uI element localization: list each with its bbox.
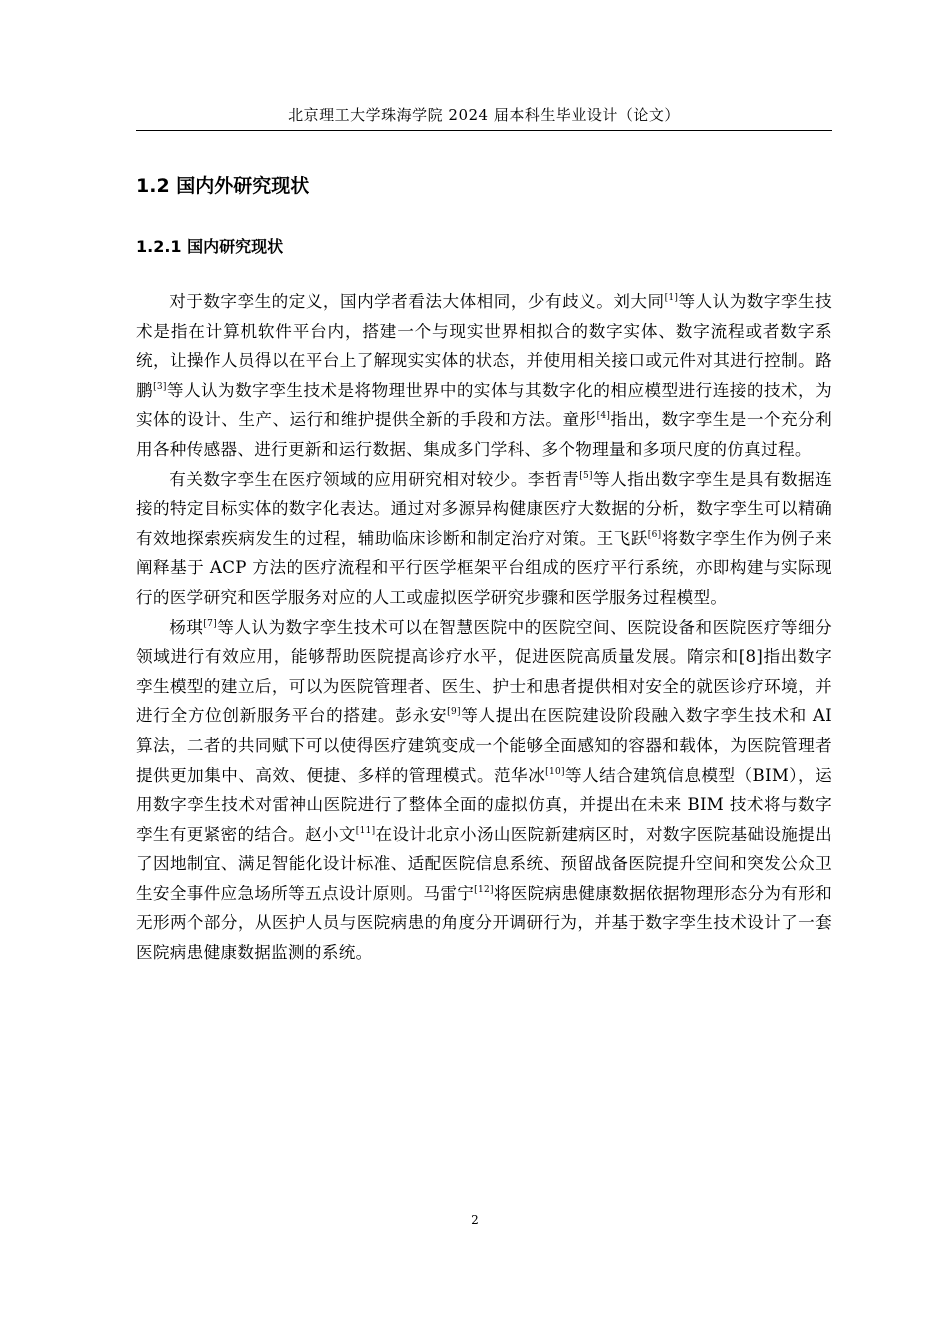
paragraph-definition bbox=[136, 287, 832, 465]
paragraph-text: 等人认为数字孪生技术是将物理世界中的实体与其数字化的相应模型进行连接的技术，为实体的设计、生产、运行和维护提供全新的手段和方法。童彤 bbox=[136, 380, 832, 430]
paragraph-text: 等人认为数字孪生技术可以在智慧医院中的医院空间、医院设备和医院医疗等细分领域进行有效应用，能够帮助医院提高诊疗水平，促进医院高质量发展。隋宗和[8]指出数字孪生模型的建立后，可以为医院管理者、医生、护士和患者提供相对安全的就医诊疗环境，并进行全方位创新服务平台的搭建。彭永安 bbox=[136, 617, 832, 726]
citation-ref: [1] bbox=[664, 293, 679, 303]
paragraph-text: 有关数字孪生在医疗领域的应用研究相对较少。李哲青 bbox=[169, 469, 580, 489]
paragraph-text: 等人提出在医院建设阶段融入数字孪生技术和 AI 算法，二者的共同赋下可以使得医疗建筑变成一个能够全面感知的容器和载体，为医院管理者提供更加集中、高效、便捷、多样的管理模式。范华冰 bbox=[136, 706, 832, 785]
citation-ref: [5] bbox=[579, 470, 593, 481]
page-number: 2 bbox=[471, 1213, 479, 1227]
paragraph-smart-hospital bbox=[136, 613, 832, 968]
paragraph-text: 对于数字孪生的定义，国内学者看法大体相同，少有歧义。刘大同 bbox=[169, 292, 665, 311]
subsection-title: 1.2.1 国内研究现状 bbox=[136, 237, 284, 256]
paragraph-medical-application bbox=[136, 465, 832, 613]
paragraph-text: 将数字孪生作为例子来阐释基于 ACP 方法的医疗流程和平行医学框架平台组成的医疗平行系统，亦即构建与实际现行的医学研究和医学服务对应的人工或虚拟医学研究步骤和医学服务过程模型。 bbox=[136, 528, 833, 607]
citation-ref: [7] bbox=[203, 618, 218, 629]
citation-ref: [9] bbox=[447, 707, 461, 718]
running-header: 北京理工大学珠海学院 2024 届本科生毕业设计（论文） bbox=[136, 100, 832, 131]
paragraph-text: 杨琪 bbox=[169, 617, 204, 637]
paragraph-text: 将医院病患健康数据依据物理形态分为有形和无形两个部分，从医护人员与医院病患的角度分开调研行为，并基于数字孪生技术设计了一套医院病患健康数据监测的系统。 bbox=[136, 883, 832, 963]
citation-ref: [6] bbox=[647, 529, 662, 540]
paragraph-text: 在设计北京小汤山医院新建病区时，对数字医院基础设施提出了因地制宜、满足智能化设计标准、适配医院信息系统、预留战备医院提升空间和突发公众卫生安全事件应急场所等五点设计原则。马雷宁 bbox=[136, 824, 832, 903]
citation-ref: [12] bbox=[474, 884, 494, 895]
paragraph-text: 等人认为数字孪生技术是指在计算机软件平台内，搭建一个与现实世界相拟合的数字实体、数字流程或者数字系统，让操作人员得以在平台上了解现实实体的状态，并使用相关接口或元件对其进行控制。路鹏 bbox=[136, 292, 832, 400]
section-title: 1.2 国内外研究现状 bbox=[136, 175, 310, 197]
citation-ref: [11] bbox=[355, 825, 376, 836]
citation-ref: [3] bbox=[153, 381, 167, 392]
citation-ref: [4] bbox=[596, 411, 611, 422]
paragraph-text: 等人结合建筑信息模型（BIM），运用数字孪生技术对雷神山医院进行了整体全面的虚拟仿真，并提出在未来 BIM 技术将与数字孪生有更紧密的结合。赵小文 bbox=[136, 765, 832, 844]
citation-ref: [10] bbox=[545, 766, 565, 777]
body-text bbox=[136, 287, 832, 968]
paragraph-text: 指出，数字孪生是一个充分利用各种传感器、进行更新和运行数据、集成多门学科、多个物理量和多项尺度的仿真过程。 bbox=[136, 410, 832, 459]
paragraph-text: 等人指出数字孪生是具有数据连接的特定目标实体的数字化表达。通过对多源异构健康医疗大数据的分析，数字孪生可以精确有效地探索疾病发生的过程，辅助临床诊断和制定治疗对策。王飞跃 bbox=[136, 469, 833, 548]
